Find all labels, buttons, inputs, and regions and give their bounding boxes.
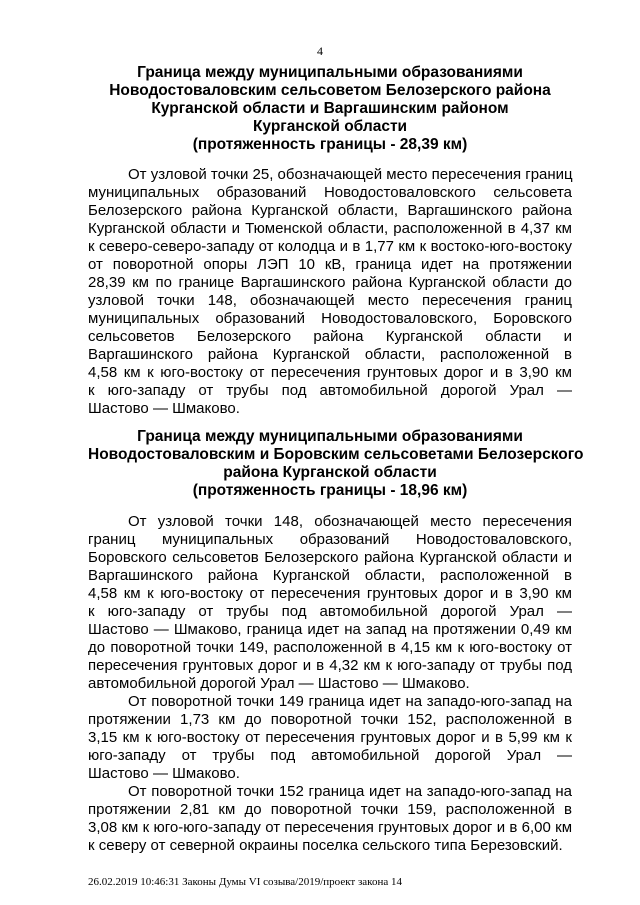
text-line: Шастово — Шмаково. xyxy=(88,765,240,782)
text-line: Белозерского района Курганской области, Варгашинского района xyxy=(88,202,572,219)
heading-line: (протяженность границы - 18,96 км) xyxy=(192,482,468,499)
text-line: пересечения грунтовых дорог и в 4,32 км к юго-западу от трубы под xyxy=(88,657,572,674)
text-line: Курганской области и Тюменской области, расположенной в 4,37 км xyxy=(88,220,572,237)
heading-line: Курганской области xyxy=(252,118,408,135)
text-line: Шастово — Шмаково, граница идет на запад на протяжении 0,49 км xyxy=(88,621,572,638)
paragraph xyxy=(88,166,572,418)
text-line: узловой точки 148, обозначающей место пересечения границ xyxy=(88,292,572,309)
section-1-heading xyxy=(88,64,572,154)
heading-line: Курганской области и Варгашинским районом xyxy=(151,100,509,117)
text-line: Шастово — Шмаково. xyxy=(88,400,240,417)
text-line: к северо-северо-западу от колодца и в 1,77 км к востоко-юго-востоку xyxy=(88,238,572,255)
text-line: 4,58 км к юго-востоку от пересечения грунтовых дорог и в 3,90 км xyxy=(88,364,572,381)
heading-line: Граница между муниципальными образованиями xyxy=(137,428,523,445)
text-line: 3,15 км к юго-востоку от пересечения грунтовых дорог и в 5,99 км к xyxy=(88,729,572,746)
text-line: автомобильной дорогой Урал — Шастово — Шмаково. xyxy=(88,675,470,692)
heading-line: района Курганской области xyxy=(223,464,437,481)
text-line: Боровского сельсоветов Белозерского района Курганской области и xyxy=(88,549,572,566)
text-line: 3,08 км к юго-юго-западу от пересечения грунтовых дорог и в 6,00 км xyxy=(88,819,572,836)
document-footer: 26.02.2019 10:46:31 Законы Думы VI созыва/2019/проект закона 14 xyxy=(88,876,402,888)
text-line: Варгашинского района Курганской области, расположенной в xyxy=(88,346,572,363)
section-2-body xyxy=(88,513,572,855)
text-line: От узловой точки 148, обозначающей место пересечения xyxy=(128,513,572,530)
text-line: границ муниципальных образований Новодостоваловского, xyxy=(88,531,572,548)
paragraph xyxy=(88,783,572,855)
text-line: От узловой точки 25, обозначающей место пересечения границ xyxy=(128,166,573,183)
text-line: протяжении 2,81 км до поворотной точки 159, расположенной в xyxy=(88,801,572,818)
heading-line: Новодостоваловским сельсоветом Белозерского района xyxy=(109,82,551,99)
text-line: от поворотной опоры ЛЭП 10 кВ, граница идет на протяжении xyxy=(88,256,572,273)
paragraph xyxy=(88,693,572,783)
text-line: Варгашинского района Курганской области, расположенной в xyxy=(88,567,572,584)
text-line: От поворотной точки 149 граница идет на западо-юго-запад на xyxy=(128,693,572,710)
page-number: 4 xyxy=(317,44,323,58)
text-line: до поворотной точки 149, расположенной в 4,15 км к юго-востоку от xyxy=(88,639,572,656)
paragraph xyxy=(88,513,572,693)
heading-line: (протяженность границы - 28,39 км) xyxy=(192,136,468,153)
text-line: 4,58 км к юго-востоку от пересечения грунтовых дорог и в 3,90 км xyxy=(88,585,572,602)
text-line: к юго-западу от трубы под автомобильной дорогой Урал — xyxy=(88,603,572,620)
heading-line: Граница между муниципальными образованиями xyxy=(137,64,523,81)
text-line: муниципальных образований Новодостоваловского сельсовета xyxy=(88,184,572,201)
text-line: От поворотной точки 152 граница идет на западо-юго-запад на xyxy=(128,783,572,800)
text-line: сельсоветов Белозерского района Курганской области и xyxy=(88,328,572,345)
text-line: 28,39 км по границе Варгашинского района Курганской области до xyxy=(88,274,572,291)
text-line: юго-западу от трубы под автомобильной дорогой Урал — xyxy=(88,747,572,764)
text-line: муниципальных образований Новодостоваловского, Боровского xyxy=(88,310,572,327)
text-line: протяжении 1,73 км до поворотной точки 152, расположенной в xyxy=(88,711,572,728)
section-2-heading xyxy=(88,428,584,500)
text-line: к юго-западу от трубы под автомобильной дорогой Урал — xyxy=(88,382,572,399)
section-1-body xyxy=(88,166,572,418)
text-line: к северу от северной окраины поселка сельского типа Березовский. xyxy=(88,837,563,854)
heading-line: Новодостоваловским и Боровским сельсоветами Белозерского xyxy=(88,446,584,463)
